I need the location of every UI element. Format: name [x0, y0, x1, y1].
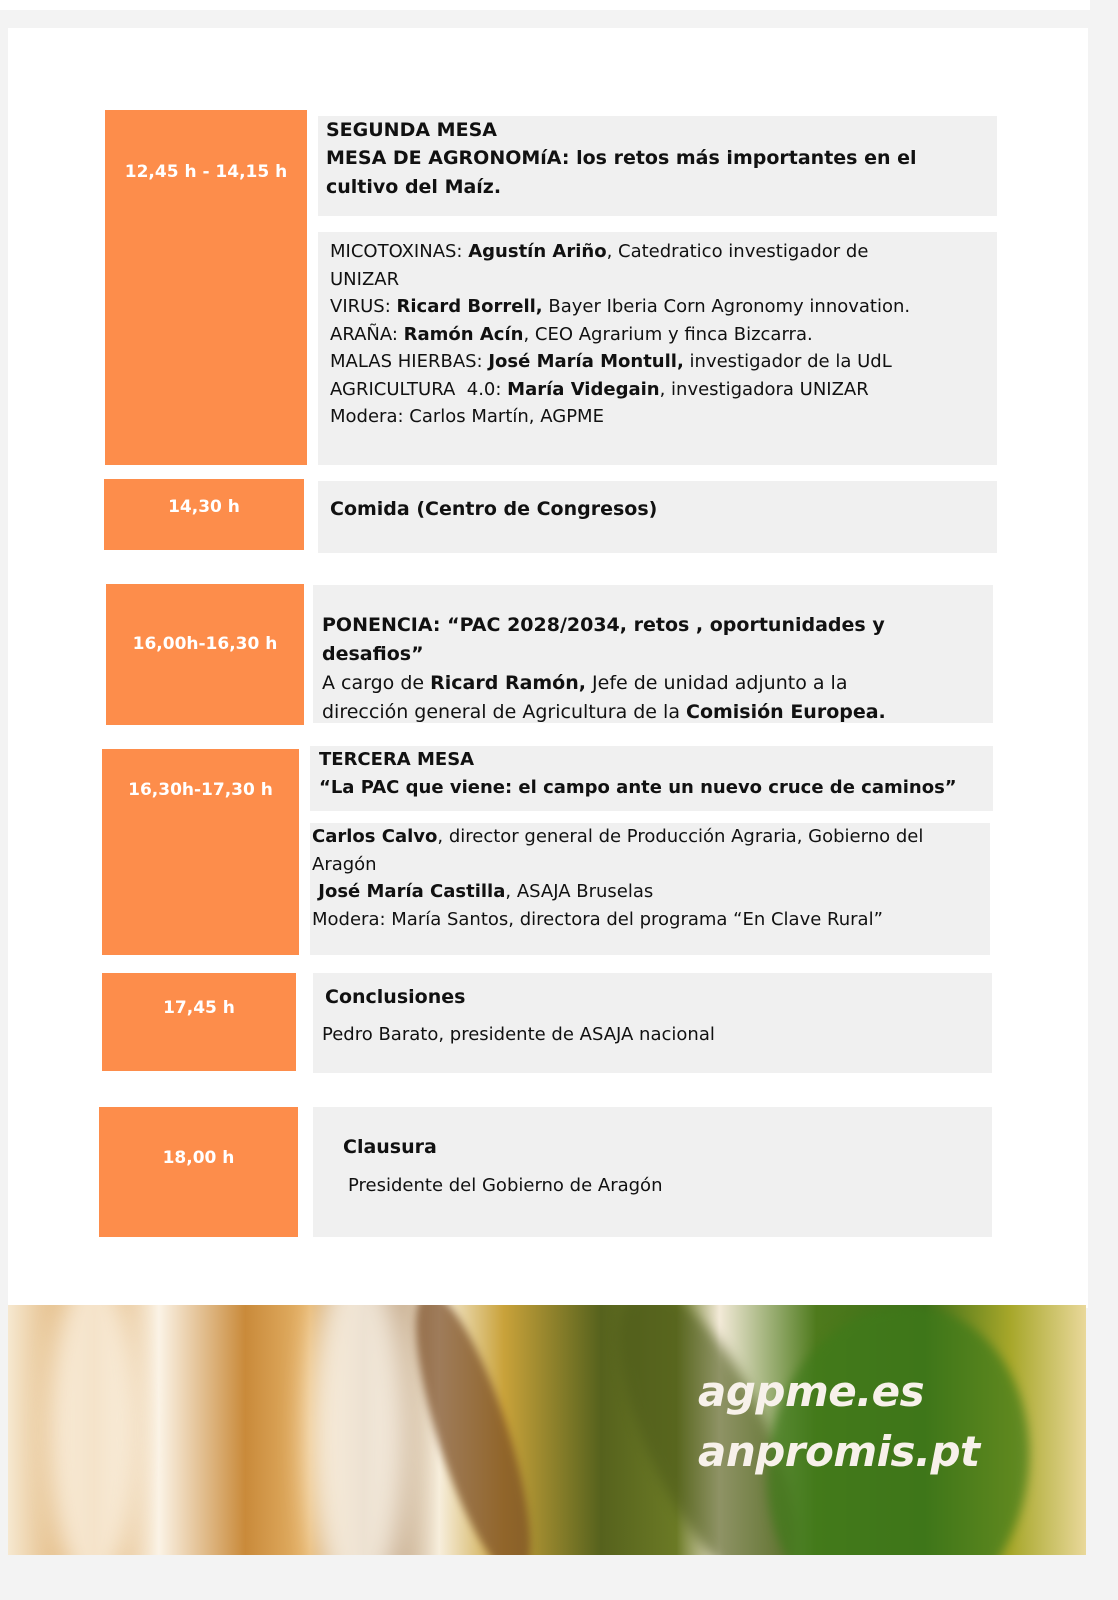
- text-segment: José María Montull,: [488, 351, 684, 372]
- speaker-line: [330, 376, 985, 404]
- text-segment: Agustín Ariño: [468, 241, 607, 262]
- text-segment: Comisión Europea.: [686, 701, 886, 723]
- session-label: SEGUNDA MESA: [326, 119, 497, 141]
- time-label: 17,45 h: [163, 998, 235, 1018]
- text-segment: María Videgain: [507, 378, 660, 400]
- time-label: 16,00h-16,30 h: [132, 634, 278, 654]
- text-segment: , ASAJA Bruselas: [505, 881, 654, 902]
- text-segment: , director general de Producción Agraria, Gobierno del: [437, 826, 924, 847]
- speaker-line: [312, 823, 988, 851]
- footer-url-agpme[interactable]: agpme.es: [698, 1367, 925, 1416]
- speaker-line: [330, 238, 985, 266]
- text-segment: ARAÑA:: [330, 323, 404, 345]
- session-line: [322, 698, 984, 727]
- moderator-line: [312, 906, 988, 934]
- session-time: [106, 584, 304, 725]
- session-title: MESA DE AGRONOMíA: los retos más importantes en el: [326, 147, 917, 169]
- text-segment: AGRICULTURA 4.0:: [330, 378, 508, 400]
- session-time: [99, 1107, 298, 1237]
- text-segment: , investigadora UNIZAR: [659, 378, 869, 400]
- speaker-line: [330, 266, 985, 294]
- text-segment: MALAS HIERBAS:: [330, 351, 489, 372]
- text-segment: MICOTOXINAS:: [330, 241, 469, 262]
- session-line: [322, 669, 984, 698]
- text-segment: VIRUS:: [330, 296, 397, 317]
- session-content-box: [313, 973, 992, 1073]
- time-label: 14,30 h: [168, 497, 240, 517]
- session-title: Comida (Centro de Congresos): [330, 498, 658, 520]
- text-segment: Carlos Calvo: [312, 826, 438, 847]
- corn-leaves-banner: [8, 1305, 1086, 1555]
- session-title-box: [318, 481, 997, 553]
- speaker-line: [330, 348, 985, 376]
- text-segment: , Catedratico investigador de: [606, 241, 869, 262]
- session-time: [102, 973, 296, 1071]
- time-label: 12,45 h - 14,15 h: [124, 162, 288, 182]
- text-segment: Modera: Carlos Martín, AGPME: [330, 406, 604, 427]
- text-segment: Ricard Ramón,: [430, 672, 586, 694]
- session-content-box: [313, 1107, 992, 1237]
- session-title: [322, 611, 984, 669]
- session-title-box: [310, 746, 993, 811]
- session-title: “La PAC que viene: el campo ante un nuevo cruce de caminos”: [319, 777, 957, 798]
- session-time: [102, 749, 299, 955]
- moderator-line: [330, 403, 985, 431]
- text-segment: José María Castilla: [312, 881, 506, 902]
- session-text: Pedro Barato, presidente de ASAJA nacional: [322, 1024, 715, 1045]
- text-segment: Aragón: [312, 853, 377, 875]
- session-title-box: [318, 116, 997, 216]
- text-segment: Jefe de unidad adjunto a la: [585, 672, 848, 694]
- session-title: Conclusiones: [325, 986, 466, 1008]
- time-label: 18,00 h: [162, 1148, 235, 1168]
- speaker-line: [330, 321, 985, 349]
- text-segment: UNIZAR: [330, 268, 400, 290]
- session-title: cultivo del Maíz.: [326, 176, 502, 198]
- text-segment: , CEO Agrarium y finca Bizcarra.: [523, 323, 813, 345]
- text-segment: A cargo de: [322, 672, 431, 694]
- top-strip: [0, 0, 1090, 10]
- time-label: 16,30h-17,30 h: [128, 780, 273, 800]
- session-title: Clausura: [343, 1136, 437, 1158]
- text-segment: PONENCIA: “PAC 2028/2034, retos , oportunidades y desafios”: [322, 614, 885, 665]
- footer-url-anpromis[interactable]: anpromis.pt: [698, 1427, 980, 1476]
- text-segment: Bayer Iberia Corn Agronomy innovation.: [542, 296, 911, 317]
- session-speakers: [318, 232, 997, 465]
- text-segment: dirección general de Agricultura de la: [322, 701, 686, 723]
- session-label: TERCERA MESA: [319, 749, 475, 770]
- speaker-line: [312, 851, 988, 879]
- session-time: [104, 479, 304, 550]
- session-time: [105, 110, 307, 465]
- speaker-line: [312, 878, 988, 906]
- text-segment: Ricard Borrell,: [396, 296, 543, 317]
- speaker-line: [330, 293, 985, 321]
- session-content-box: [313, 585, 993, 723]
- session-text: Presidente del Gobierno de Aragón: [348, 1175, 663, 1196]
- text-segment: investigador de la UdL: [683, 351, 892, 372]
- text-segment: Modera: María Santos, directora del programa “En Clave Rural”: [312, 908, 883, 930]
- text-segment: Ramón Acín: [403, 323, 524, 345]
- session-speakers: [310, 823, 990, 955]
